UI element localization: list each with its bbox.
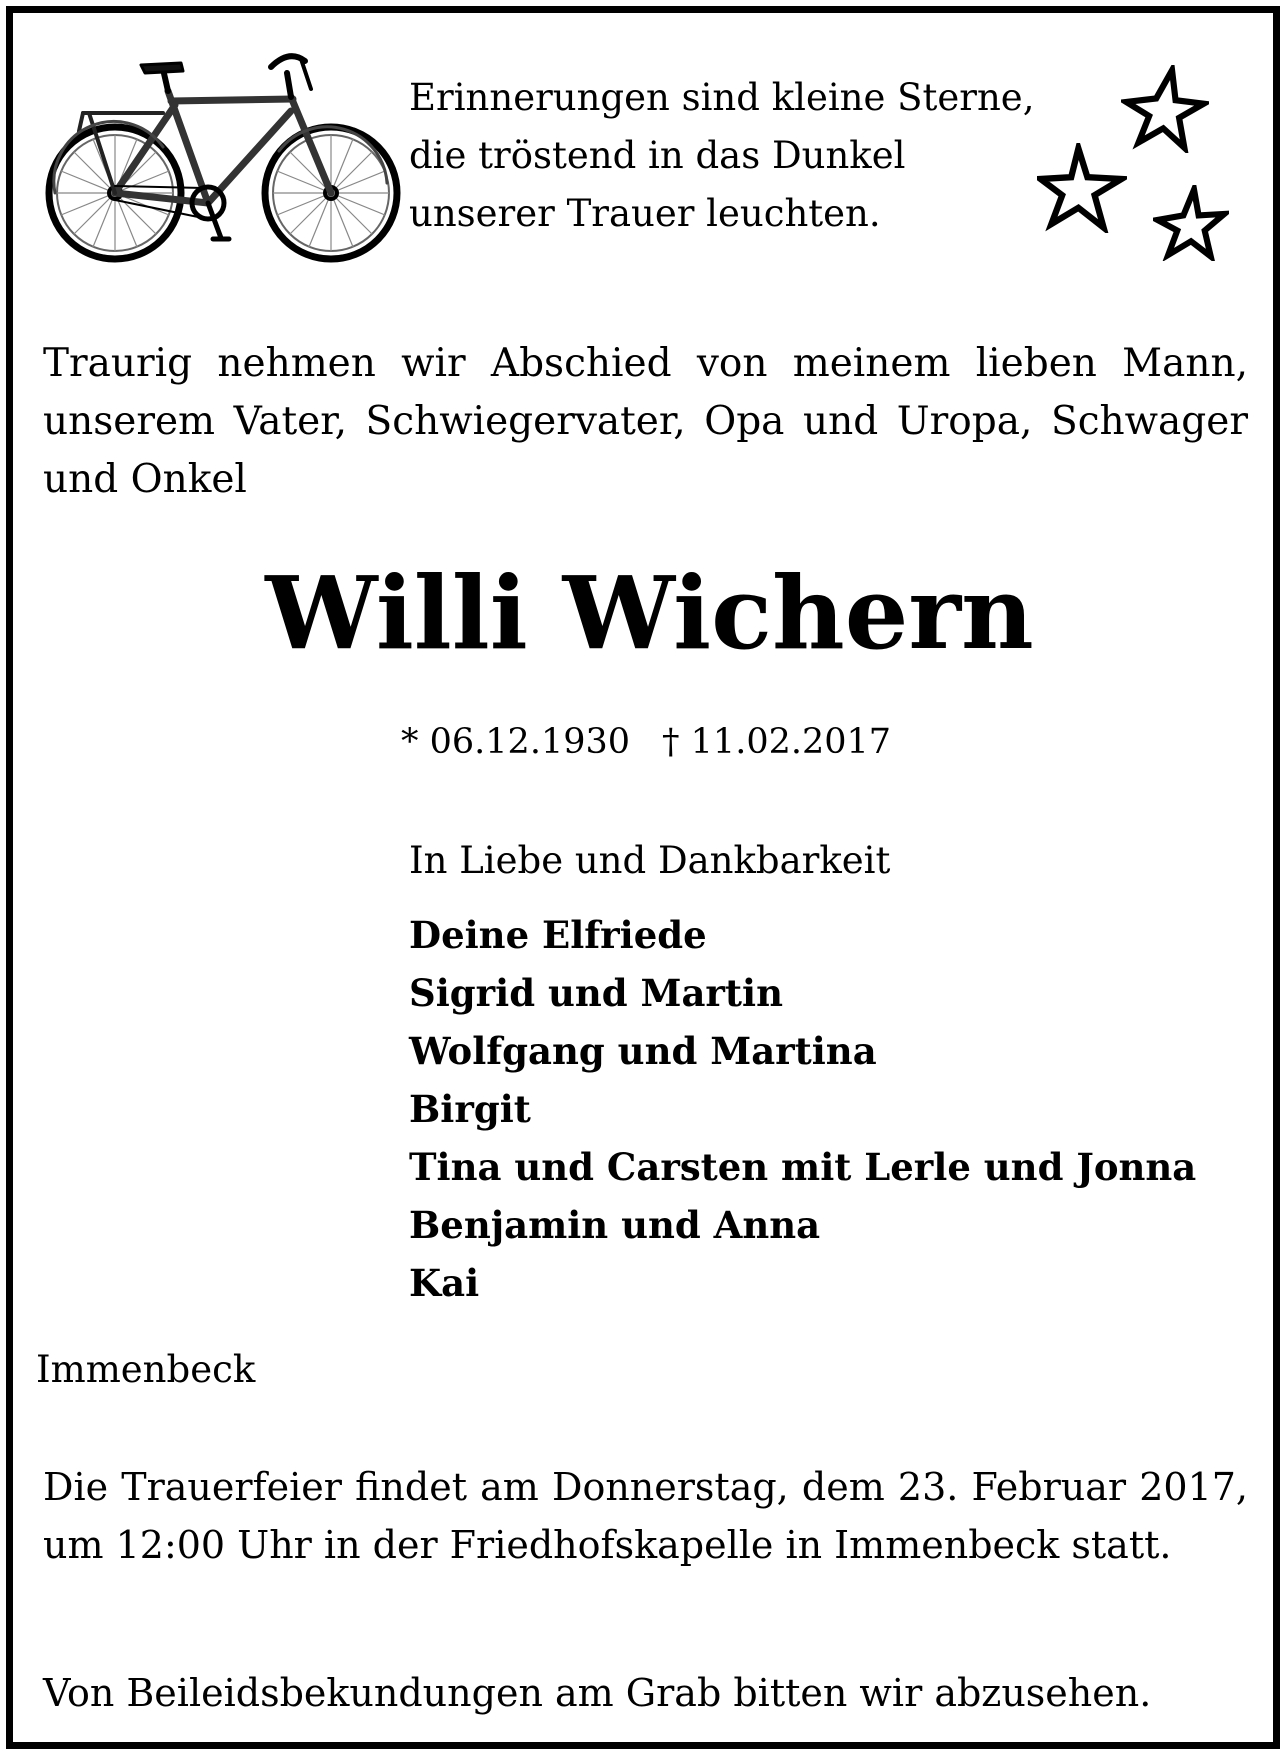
star-icon <box>1153 185 1229 261</box>
mourner-name: Deine Elfriede <box>409 913 707 957</box>
mourners-heading: In Liebe und Dankbarkeit <box>409 839 891 882</box>
poem-line: die tröstend in das Dunkel <box>409 134 906 177</box>
mourner-name: Benjamin und Anna <box>409 1203 821 1247</box>
mourner-name: Tina und Carsten mit Lerle und Jonna <box>409 1145 1197 1189</box>
life-dates <box>401 717 891 767</box>
deceased-name: Willi Wichern <box>265 554 1034 672</box>
poem-line: Erinnerungen sind kleine Sterne, <box>409 76 1035 119</box>
death-date: † 11.02.2017 <box>662 722 892 762</box>
birth-date: * 06.12.1930 <box>401 722 631 762</box>
intro-text: Traurig nehmen wir Abschied von meinem lieben Mann, unserem Vater, Schwiegervater, Opa und Uropa, Schwager und Onkel <box>43 341 1248 502</box>
mourner-name: Sigrid und Martin <box>409 971 783 1015</box>
star-icon <box>1037 143 1127 233</box>
mourner-name: Birgit <box>409 1087 531 1131</box>
poem <box>409 69 1109 243</box>
mourner-name: Kai <box>409 1261 480 1305</box>
service-info: Die Trauerfeier findet am Donnerstag, dem 23. Februar 2017, um 12:00 Uhr in der Friedhofskapelle in Immenbeck statt. <box>43 1465 1248 1567</box>
mourner-name: Wolfgang und Martina <box>409 1029 877 1073</box>
bicycle-icon <box>43 43 403 268</box>
star-icon <box>1121 65 1209 153</box>
obituary-notice <box>6 6 1280 1749</box>
closing-note: Von Beileidsbekundungen am Grab bitten wir abzusehen. <box>43 1671 1152 1715</box>
place-name: Immenbeck <box>36 1348 256 1391</box>
mourners-list <box>409 906 1196 1312</box>
poem-line: unserer Trauer leuchten. <box>409 192 881 235</box>
